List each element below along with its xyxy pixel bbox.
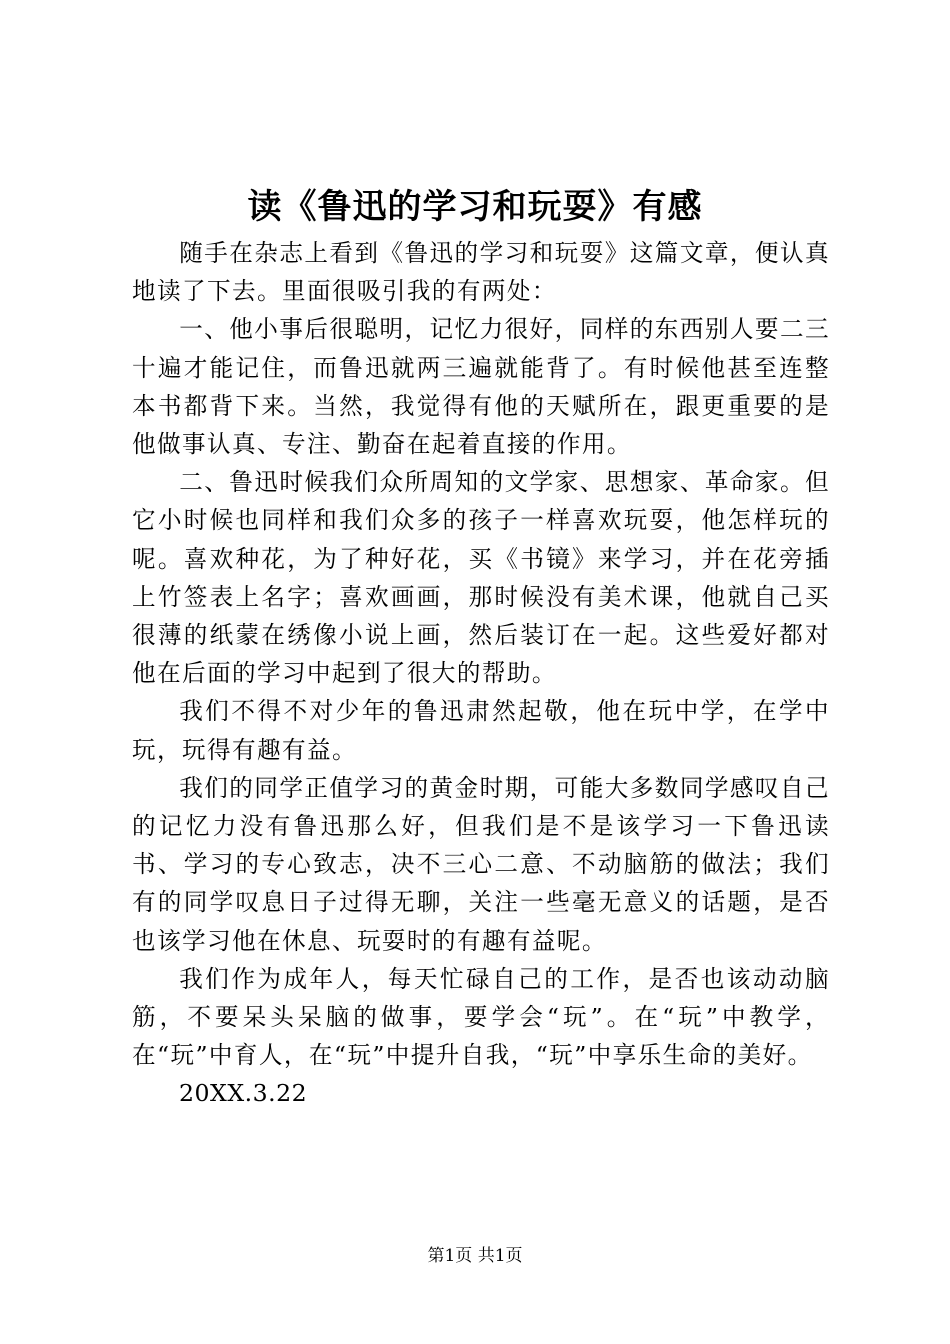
document-date: 20XX.3.22 xyxy=(179,1079,308,1108)
paragraph-6: 我们作为成年人，每天忙碌自己的工作，是否也该动动脑筋，不要呆头呆脑的做事，要学会“玩”。在“玩”中教学，在“玩”中育人，在“玩”中提升自我，“玩”中享乐生命的美好。 xyxy=(132,964,830,1070)
paragraph-5: 我们的同学正值学习的黄金时期，可能大多数同学感叹自己的记忆力没有鲁迅那么好，但我们是不是该学习一下鲁迅读书、学习的专心致志，决不三心二意、不动脑筋的做法；我们有的同学叹息日子过得无聊，关注一些毫无意义的话题，是否也该学习他在休息、玩耍时的有趣有益呢。 xyxy=(132,773,830,955)
paragraph-2: 一、他小事后很聪明，记忆力很好，同样的东西别人要二三十遍才能记住，而鲁迅就两三遍就能背了。有时候他甚至连整本书都背下来。当然，我觉得有他的天赋所在，跟更重要的是他做事认真、专注、勤奋在起着直接的作用。 xyxy=(132,315,830,459)
document-body xyxy=(132,234,830,1113)
document-title: 读《鲁迅的学习和玩耍》有感 xyxy=(247,187,703,227)
page-footer: 第1页 共1页 xyxy=(427,1246,523,1266)
paragraph-4: 我们不得不对少年的鲁迅肃然起敬，他在玩中学，在学中玩，玩得有趣有益。 xyxy=(132,697,830,764)
paragraph-3: 二、鲁迅时候我们众所周知的文学家、思想家、革命家。但它小时候也同样和我们众多的孩子一样喜欢玩耍，他怎样玩的呢。喜欢种花，为了种好花，买《书镜》来学习，并在花旁插上竹签表上名字；喜欢画画，那时候没有美术课，他就自己买很薄的纸蒙在绣像小说上画，然后装订在一起。这些爱好都对他在后面的学习中起到了很大的帮助。 xyxy=(132,468,830,688)
paragraph-1: 随手在杂志上看到《鲁迅的学习和玩耍》这篇文章，便认真地读了下去。里面很吸引我的有两处： xyxy=(132,239,830,306)
